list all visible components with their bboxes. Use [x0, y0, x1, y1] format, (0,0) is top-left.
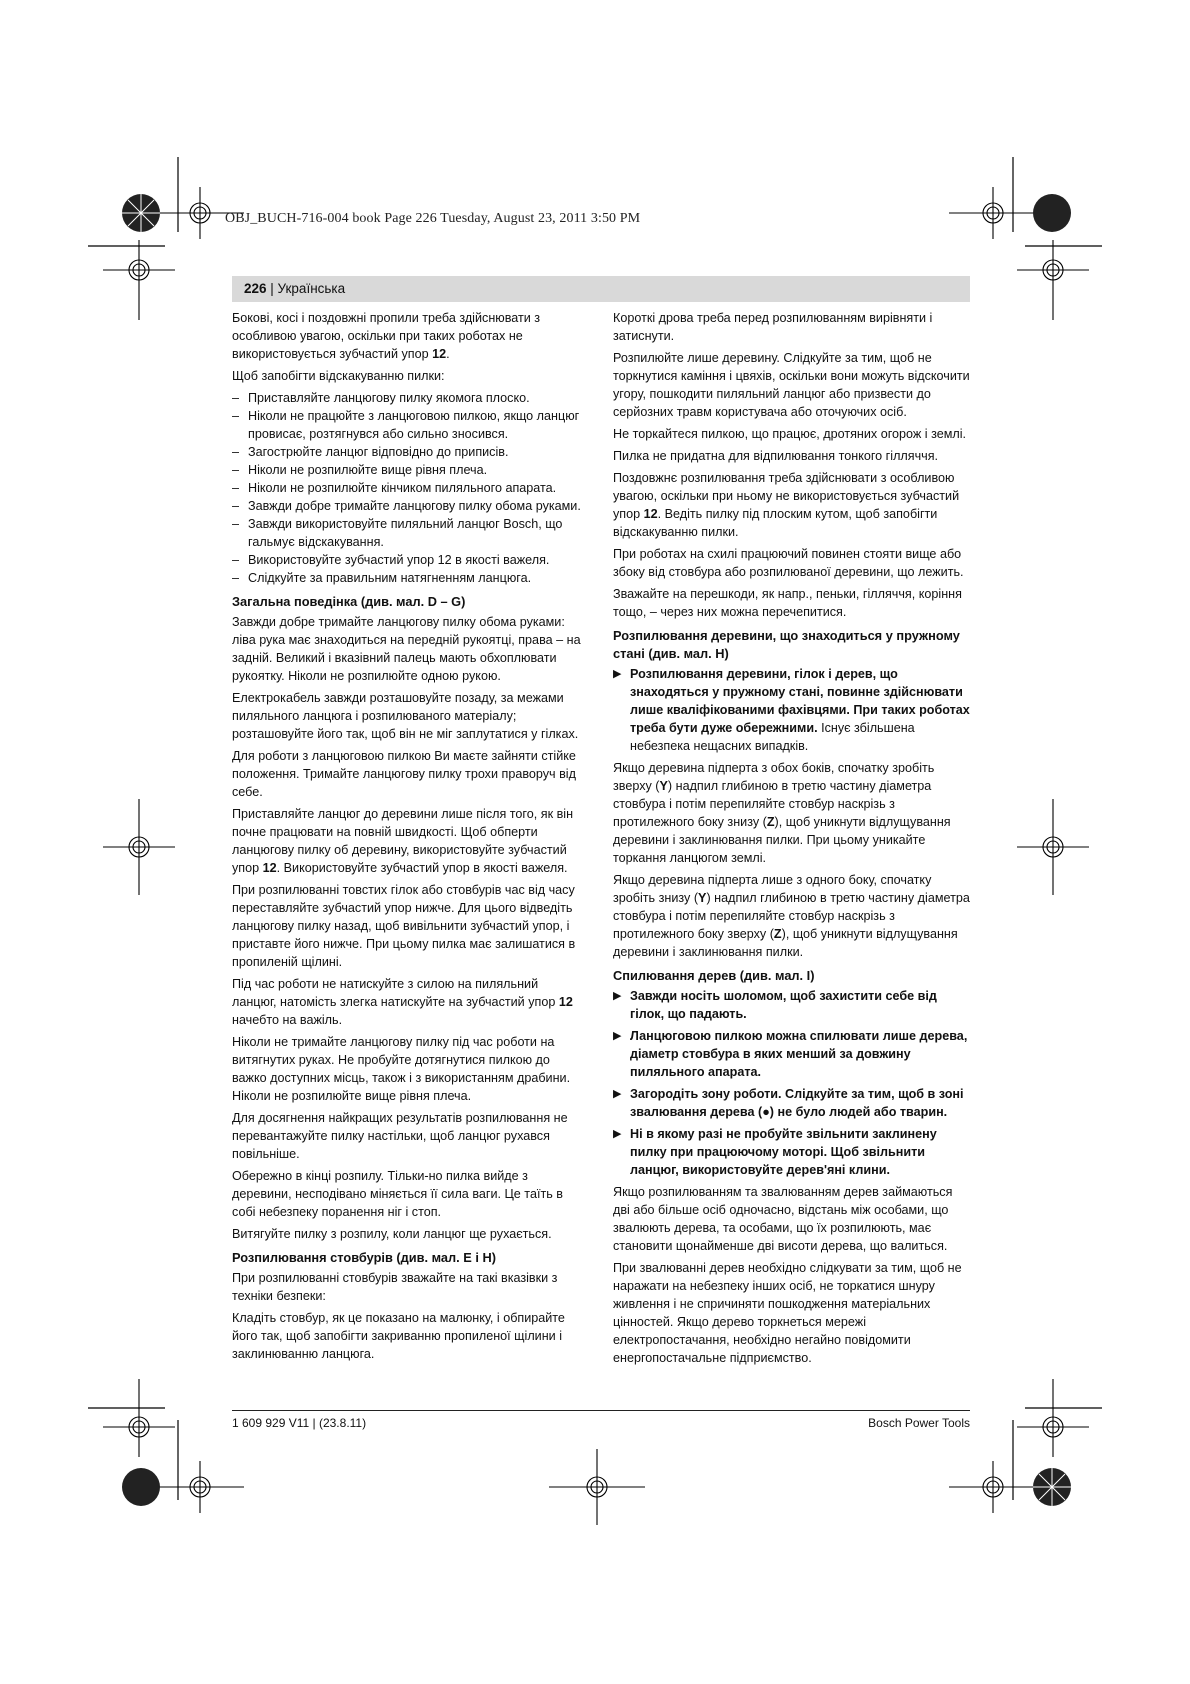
warning-triangle-icon: ▶	[613, 1030, 622, 1042]
paragraph: При розпилюванні стовбурів зважайте на такі вказівки з техніки безпеки:	[232, 1271, 558, 1303]
header-language: Українська	[277, 281, 346, 296]
paragraph: Не торкайтеся пилкою, що працює, дротяних огорож і землі.	[613, 427, 967, 441]
list-item: – Загострюйте ланцюг відповідно до приписів.	[232, 443, 586, 461]
left-column	[232, 309, 586, 1367]
paragraph: Щоб запобігти відскакуванню пилки:	[232, 369, 445, 383]
warning-triangle-icon: ▶	[613, 668, 622, 680]
warning-triangle-icon: ▶	[613, 1088, 622, 1100]
section-heading: Спилювання дерев (див. мал. I)	[613, 968, 815, 983]
paragraph: Приставляйте ланцюг до деревини лише після того, як він почне працювати на повній швидкості. Щоб обперти ланцюгову пилку об деревину, використовуйте зубчастий упор 12. Використовуйте зубчастий упор в якості важеля.	[232, 807, 574, 875]
warning-list	[613, 665, 971, 755]
page-header	[232, 276, 970, 302]
page-number: 226	[244, 281, 267, 296]
list-item: – Ніколи не розпилюйте кінчиком пиляльного апарата.	[232, 479, 586, 497]
paragraph: Поздовжнє розпилювання треба здійснювати з особливою увагою, оскільки при ньому не використовується зубчастий упор 12. Ведіть пилку під плоским кутом, щоб запобігти відскакуванню пилки.	[613, 471, 960, 539]
paragraph: Якщо розпилюванням та звалюванням дерев займаються дві або більше осіб одночасно, відстань між особами, що звалюють дерева, та особами, що їх розпилюють, має становити щонайменше дві висоти дерева, що валиться.	[613, 1185, 953, 1253]
paragraph: Для досягнення найкращих результатів розпилювання не перевантажуйте пилку настільки, щоб ланцюг рухався повільніше.	[232, 1111, 568, 1161]
paragraph: Електрокабель завжди розташовуйте позаду, за межами пиляльного ланцюга і розпилюваного матеріалу; розташовуйте його так, щоб він не міг заплутатися у гілках.	[232, 691, 579, 741]
list-item: – Завжди добре тримайте ланцюгову пилку обома руками.	[232, 497, 586, 515]
footer-divider	[232, 1410, 970, 1411]
paragraph: Якщо деревина підперта з обох боків, спочатку зробіть зверху (Y) надпил глибиною в третю частину діаметра стовбура і потім перепиляйте стовбур наскрізь з протилежного боку знизу (Z), щоб уникнути відлущування деревини і заклинювання пилки. При цьому уникайте торкання ланцюгом землі.	[613, 761, 951, 865]
paragraph: Розпилюйте лише деревину. Слідкуйте за тим, щоб не торкнутися каміння і цвяхів, оскільки вони можуть відскочити угору, пошкодити пиляльний ланцюг або призвести до серйозних травм користувача або оточуючих осіб.	[613, 351, 970, 419]
warning-item: ▶ Загородіть зону роботи. Слідкуйте за тим, щоб в зоні звалювання дерева (●) не було людей або тварин.	[613, 1087, 964, 1119]
section-heading: Розпилювання стовбурів (див. мал. E і H)	[232, 1250, 496, 1265]
paragraph: Ніколи не тримайте ланцюгову пилку під час роботи на витягнутих руках. Не пробуйте дотягнутися пилкою до важко доступних місць, також і з використанням драбини. Ніколи не розпилюйте вище рівня плеча.	[232, 1035, 571, 1103]
warning-list	[613, 987, 971, 1179]
paragraph: Кладіть стовбур, як це показано на малюнку, і обпирайте його так, щоб запобігти закриванню пропиленої щілини і заклинюванню ланцюга.	[232, 1311, 565, 1361]
paragraph: Під час роботи не натискуйте з силою на пиляльний ланцюг, натомість злегка натискуйте на зубчастий упор 12 начебто на важіль.	[232, 977, 573, 1027]
paragraph: Для роботи з ланцюговою пилкою Ви маєте зайняти стійке положення. Тримайте ланцюгову пилку трохи праворуч від себе.	[232, 749, 576, 799]
paragraph: Завжди добре тримайте ланцюгову пилку обома руками: ліва рука має знаходиться на передній рукоятці, права – на задній. Великий і вказівний палець мають обхоплювати рукоятку. Ніколи не розпилюйте одною рукою.	[232, 615, 581, 683]
paragraph: Обережно в кінці розпилу. Тільки-но пилка вийде з деревини, несподівано міняється її сила ваги. Це таїть в собі небезпеку поранення ніг і стоп.	[232, 1169, 563, 1219]
paragraph: При розпилюванні товстих гілок або стовбурів час від часу переставляйте зубчастий упор нижче. Для цього відведіть ланцюгову пилку назад, щоб вивільнити зубчастий упор, і приставте його нижче. При цьому пилка має залишатися в пропиленій щілині.	[232, 883, 576, 969]
right-column	[613, 309, 971, 1371]
warning-triangle-icon: ▶	[613, 990, 622, 1002]
paragraph: При звалюванні дерев необхідно слідкувати за тим, щоб не наражати на небезпеку інших осіб, не торкатися шнуру живлення і не спричиняти пошкодження матеріальних цінностей. Якщо дерево торкнеться мережі електропостачання, необхідно негайно повідомити енергопостачальне підприємство.	[613, 1261, 962, 1365]
warning-item: ▶ Ні в якому разі не пробуйте звільнити заклинену пилку при працюючому моторі. Щоб звільнити ланцюг, використовуйте дерев'яні клини.	[613, 1127, 937, 1177]
list-item: – Ніколи не працюйте з ланцюговою пилкою, якщо ланцюг провисає, розтягнувся або сильно зносився.	[232, 407, 586, 443]
list-item: – Приставляйте ланцюгову пилку якомога плоско.	[232, 389, 586, 407]
kickback-list	[232, 389, 586, 587]
footer-brand: Bosch Power Tools	[868, 1416, 970, 1430]
footer-doc-number: 1 609 929 V11 | (23.8.11)	[232, 1416, 367, 1430]
list-item: – Завжди використовуйте пиляльний ланцюг Bosch, що гальмує відскакування.	[232, 515, 586, 551]
section-heading: Загальна поведінка (див. мал. D – G)	[232, 594, 466, 609]
header-separator: |	[266, 281, 278, 296]
warning-triangle-icon: ▶	[613, 1128, 622, 1140]
list-item: – Використовуйте зубчастий упор 12 в якості важеля.	[232, 551, 586, 569]
warning-item: ▶ Завжди носіть шоломом, щоб захистити себе від гілок, що падають.	[613, 989, 937, 1021]
warning-item: ▶ Розпилювання деревини, гілок і дерев, що знаходяться у пружному стані, повинне здійснювати лише кваліфікованими фахівцями. При таких роботах треба бути дуже обережними. Існує збільшена небезпека нещасних випадків.	[613, 667, 970, 753]
paragraph: При роботах на схилі працюючий повинен стояти вище або збоку від стовбура або розпилюваної деревини, що лежить.	[613, 547, 964, 579]
paragraph: Пилка не придатна для відпилювання тонкого гілляччя.	[613, 449, 939, 463]
list-item: – Ніколи не розпилюйте вище рівня плеча.	[232, 461, 586, 479]
paragraph: Бокові, косі і поздовжні пропили треба здійснювати з особливою увагою, оскільки при таких роботах не використовується зубчастий упор 12.	[232, 311, 541, 361]
header-text	[244, 281, 345, 296]
section-heading: Розпилювання деревини, що знаходиться у пружному стані (див. мал. H)	[613, 628, 960, 661]
print-slug: OBJ_BUCH-716-004 book Page 226 Tuesday, August 23, 2011 3:50 PM	[225, 211, 641, 226]
paragraph: Короткі дрова треба перед розпилюванням вирівняти і затиснути.	[613, 311, 933, 343]
warning-item: ▶ Ланцюговою пилкою можна спилювати лише дерева, діаметр стовбура в яких менший за довжину пиляльного апарата.	[613, 1029, 968, 1079]
list-item: – Слідкуйте за правильним натягненням ланцюга.	[232, 569, 586, 587]
paragraph: Витягуйте пилку з розпилу, коли ланцюг ще рухається.	[232, 1227, 552, 1241]
paragraph: Зважайте на перешкоди, як напр., пеньки, гілляччя, коріння тощо, – через них можна перечепитися.	[613, 587, 962, 619]
paragraph: Якщо деревина підперта лише з одного боку, спочатку зробіть знизу (Y) надпил глибиною в третю частину діаметра стовбура і потім перепиляйте стовбур наскрізь з протилежного боку зверху (Z), щоб уникнути відлущування деревини і заклинювання пилки.	[613, 873, 970, 959]
